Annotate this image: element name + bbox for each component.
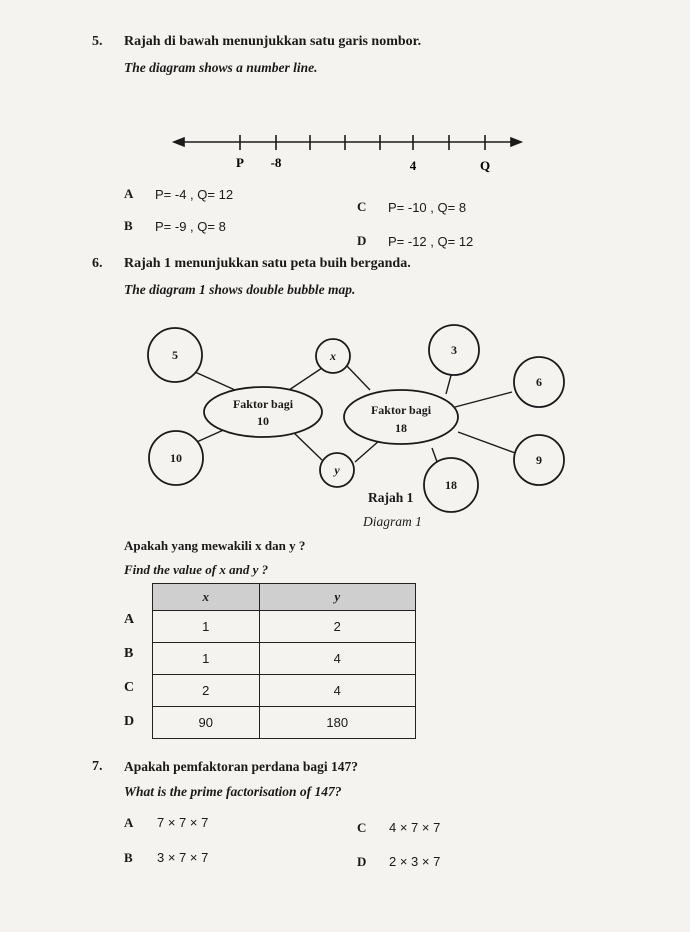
table-row-letter-b: B <box>124 646 134 661</box>
q6-question-malay: Apakah yang mewakili x dan y ? <box>124 538 306 553</box>
bubble-x-label: x <box>330 349 336 363</box>
table-row <box>153 611 416 643</box>
table-cell-x: 2 <box>153 675 260 707</box>
table-header-row <box>153 584 416 611</box>
q5-option-c-letter: C <box>357 199 367 214</box>
number-line-label-neg8: -8 <box>270 155 282 170</box>
table-row <box>153 643 416 675</box>
q5-option-b-letter: B <box>124 218 133 233</box>
q5-option-a-text: P= -4 , Q= 12 <box>155 187 234 202</box>
number-line-label-p: P <box>236 155 244 170</box>
bubble-faktor-10 <box>204 387 322 437</box>
q7-number: 7. <box>92 759 103 774</box>
table-cell-x: 1 <box>153 643 260 675</box>
bubble-faktor-18 <box>344 390 458 444</box>
q7-option-a-text: 7 × 7 × 7 <box>157 815 209 830</box>
q7-option-d-text: 2 × 3 × 7 <box>389 854 441 869</box>
q7-option-a-letter: A <box>124 815 134 830</box>
table-row-letter-d: D <box>124 714 135 729</box>
bubble-3-label: 3 <box>451 343 457 357</box>
q7-option-b-text: 3 × 7 × 7 <box>157 850 209 865</box>
q7-option-b-letter: B <box>124 850 133 865</box>
answer-table <box>152 583 416 739</box>
diagram-caption-english: Diagram 1 <box>363 514 422 529</box>
table-row <box>153 675 416 707</box>
q5-option-b-text: P= -9 , Q= 8 <box>155 219 226 234</box>
table-header-y: y <box>259 584 415 611</box>
q7-english-text: What is the prime factorisation of 147? <box>124 784 342 799</box>
diagram-caption-malay: Rajah 1 <box>368 490 414 505</box>
table-cell-x: 90 <box>153 707 260 739</box>
bubble-9-label: 9 <box>536 453 542 467</box>
table-header-x: x <box>153 584 260 611</box>
table-cell-y: 4 <box>259 643 415 675</box>
q5-malay-text: Rajah di bawah menunjukkan satu garis nombor. <box>124 34 422 49</box>
bubble-5-label: 5 <box>172 348 178 362</box>
faktor-10-line1: Faktor bagi <box>232 397 294 411</box>
q7-option-d-letter: D <box>357 854 367 869</box>
faktor-10-line2: 10 <box>257 414 269 428</box>
q6-english-text: The diagram 1 shows double bubble map. <box>124 282 356 297</box>
bubble-18-label: 18 <box>445 478 457 492</box>
q5-option-c-text: P= -10 , Q= 8 <box>388 200 467 215</box>
table-row-letter-a: A <box>124 612 135 627</box>
number-line-label-4: 4 <box>409 158 417 173</box>
table-row <box>153 707 416 739</box>
faktor-18-line1: Faktor bagi <box>370 403 432 417</box>
number-line-label-q: Q <box>479 158 491 173</box>
table-cell-y: 2 <box>259 611 415 643</box>
q5-option-d-letter: D <box>357 233 367 248</box>
q7-malay-text: Apakah pemfaktoran perdana bagi 147? <box>124 759 359 774</box>
q7-option-c-letter: C <box>357 820 367 835</box>
q6-number: 6. <box>92 256 103 271</box>
bubble-10-label: 10 <box>170 451 182 465</box>
q6-question-english: Find the value of x and y ? <box>124 562 269 577</box>
q5-option-a-letter: A <box>124 186 134 201</box>
q5-english-text: The diagram shows a number line. <box>124 60 318 75</box>
q6-malay-text: Rajah 1 menunjukkan satu peta buih berganda. <box>124 256 411 271</box>
q7-option-c-text: 4 × 7 × 7 <box>389 820 441 835</box>
table-cell-x: 1 <box>153 611 260 643</box>
bubble-y-label: y <box>334 463 340 477</box>
table-cell-y: 180 <box>259 707 415 739</box>
q5-number: 5. <box>92 34 103 49</box>
faktor-18-line2: 18 <box>395 421 407 435</box>
table-cell-y: 4 <box>259 675 415 707</box>
bubble-6-label: 6 <box>536 375 542 389</box>
table-row-letter-c: C <box>124 680 135 695</box>
q5-option-d-text: P= -12 , Q= 12 <box>388 234 474 249</box>
